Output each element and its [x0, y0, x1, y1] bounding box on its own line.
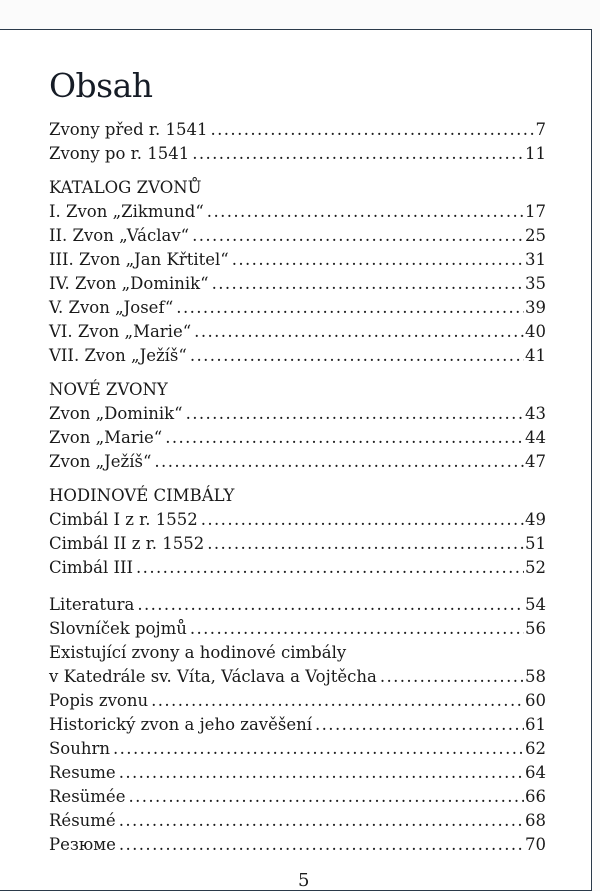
toc-entry[interactable]	[49, 402, 546, 426]
entry-page-number: 68	[525, 811, 546, 830]
entry-page-number: 40	[525, 322, 546, 341]
entry-label: Zvon „Dominik“	[49, 404, 183, 423]
toc-entry[interactable]	[49, 556, 546, 580]
section-heading: KATALOG ZVONŮ	[49, 178, 202, 197]
dot-leader	[154, 450, 524, 474]
entry-page-number: 35	[525, 274, 546, 293]
dot-leader	[119, 833, 524, 857]
entry-page-number: 70	[525, 835, 546, 854]
entry-label: Cimbál I z r. 1552	[49, 510, 198, 529]
entry-label: VI. Zvon „Marie“	[49, 322, 192, 341]
table-of-contents	[49, 118, 546, 857]
entry-page-number: 54	[525, 595, 546, 614]
entry-label: Literatura	[49, 595, 135, 614]
toc-entry[interactable]	[49, 785, 546, 809]
entry-label: Resümée	[49, 787, 126, 806]
toc-entry[interactable]	[49, 617, 546, 641]
dot-leader	[165, 426, 524, 450]
section-heading: HODINOVÉ CIMBÁLY	[49, 486, 235, 505]
entry-label: Cimbál III	[49, 558, 134, 577]
entry-page-number: 56	[525, 619, 546, 638]
toc-entry[interactable]	[49, 508, 546, 532]
dot-leader	[192, 224, 524, 248]
toc-entry[interactable]	[49, 320, 546, 344]
toc-entry[interactable]	[49, 426, 546, 450]
entry-label: I. Zvon „Zikmund“	[49, 202, 204, 221]
entry-page-number: 49	[525, 510, 546, 529]
entry-label: Historický zvon a jeho zavěšení	[49, 715, 313, 734]
toc-section	[49, 176, 546, 368]
dot-leader	[315, 713, 524, 737]
entry-label: Existující zvony a hodinové cimbály	[49, 643, 347, 662]
entry-label: Souhrn	[49, 739, 111, 758]
dot-leader	[192, 142, 524, 166]
toc-entry[interactable]	[49, 118, 546, 142]
entry-page-number: 11	[525, 144, 546, 163]
toc-section	[49, 593, 546, 857]
toc-entry[interactable]	[49, 224, 546, 248]
toc-section	[49, 378, 546, 474]
page-number: 5	[298, 870, 310, 891]
entry-label: Zvony po r. 1541	[49, 144, 190, 163]
entry-page-number: 17	[525, 202, 546, 221]
page-title: Obsah	[49, 66, 153, 105]
dot-leader	[119, 761, 524, 785]
dot-leader	[380, 665, 524, 689]
dot-leader	[128, 785, 524, 809]
toc-entry[interactable]	[49, 761, 546, 785]
dot-leader	[207, 532, 524, 556]
toc-entry[interactable]	[49, 344, 546, 368]
toc-entry[interactable]	[49, 737, 546, 761]
dot-leader	[137, 593, 524, 617]
dot-leader	[176, 296, 524, 320]
dot-leader	[136, 556, 524, 580]
entry-page-number: 43	[525, 404, 546, 423]
entry-label: IV. Zvon „Dominik“	[49, 274, 209, 293]
toc-section	[49, 484, 546, 580]
toc-entry[interactable]	[49, 809, 546, 833]
entry-label: Resume	[49, 763, 116, 782]
entry-page-number: 31	[525, 250, 546, 269]
entry-page-number: 62	[525, 739, 546, 758]
entry-label: II. Zvon „Václav“	[49, 226, 190, 245]
entry-page-number: 52	[525, 558, 546, 577]
entry-page-number: 41	[525, 346, 546, 365]
dot-leader	[232, 248, 524, 272]
toc-entry[interactable]	[49, 272, 546, 296]
dot-leader	[113, 737, 524, 761]
dot-leader	[190, 344, 524, 368]
dot-leader	[194, 320, 524, 344]
entry-label: Zvon „Marie“	[49, 428, 163, 447]
toc-entry[interactable]	[49, 200, 546, 224]
entry-page-number: 25	[525, 226, 546, 245]
entry-page-number: 39	[525, 298, 546, 317]
section-heading: NOVÉ ZVONY	[49, 380, 168, 399]
entry-page-number: 51	[525, 534, 546, 553]
toc-section	[49, 118, 546, 166]
entry-label: Slovníček pojmů	[49, 619, 187, 638]
entry-page-number: 58	[525, 667, 546, 686]
dot-leader	[212, 272, 524, 296]
entry-label: v Katedrále sv. Víta, Václava a Vojtěcha	[49, 667, 377, 686]
entry-label: Résumé	[49, 811, 116, 830]
entry-page-number: 60	[525, 691, 546, 710]
dot-leader	[119, 809, 524, 833]
dot-leader	[186, 402, 524, 426]
toc-entry[interactable]	[49, 593, 546, 617]
toc-entry[interactable]	[49, 532, 546, 556]
entry-page-number: 47	[525, 452, 546, 471]
entry-label: Zvon „Ježíš“	[49, 452, 152, 471]
toc-entry[interactable]	[49, 142, 546, 166]
entry-label: Резюме	[49, 835, 116, 854]
entry-label: V. Zvon „Josef“	[49, 298, 174, 317]
dot-leader	[151, 689, 524, 713]
toc-entry[interactable]	[49, 641, 546, 665]
dot-leader	[207, 200, 524, 224]
entry-page-number: 44	[525, 428, 546, 447]
entry-label: Cimbál II z r. 1552	[49, 534, 205, 553]
entry-label: Zvony před r. 1541	[49, 120, 208, 139]
entry-page-number: 61	[525, 715, 546, 734]
toc-entry[interactable]	[49, 248, 546, 272]
toc-entry[interactable]	[49, 665, 546, 689]
toc-entry[interactable]	[49, 833, 546, 857]
toc-entry[interactable]	[49, 296, 546, 320]
entry-label: III. Zvon „Jan Křtitel“	[49, 250, 229, 269]
entry-page-number: 64	[525, 763, 546, 782]
entry-page-number: 7	[535, 120, 546, 139]
entry-page-number: 66	[525, 787, 546, 806]
dot-leader	[211, 118, 535, 142]
toc-entry[interactable]	[49, 713, 546, 737]
toc-entry[interactable]	[49, 689, 546, 713]
entry-label: VII. Zvon „Ježíš“	[49, 346, 187, 365]
toc-entry[interactable]	[49, 450, 546, 474]
dot-leader	[201, 508, 524, 532]
dot-leader	[190, 617, 524, 641]
entry-label: Popis zvonu	[49, 691, 149, 710]
